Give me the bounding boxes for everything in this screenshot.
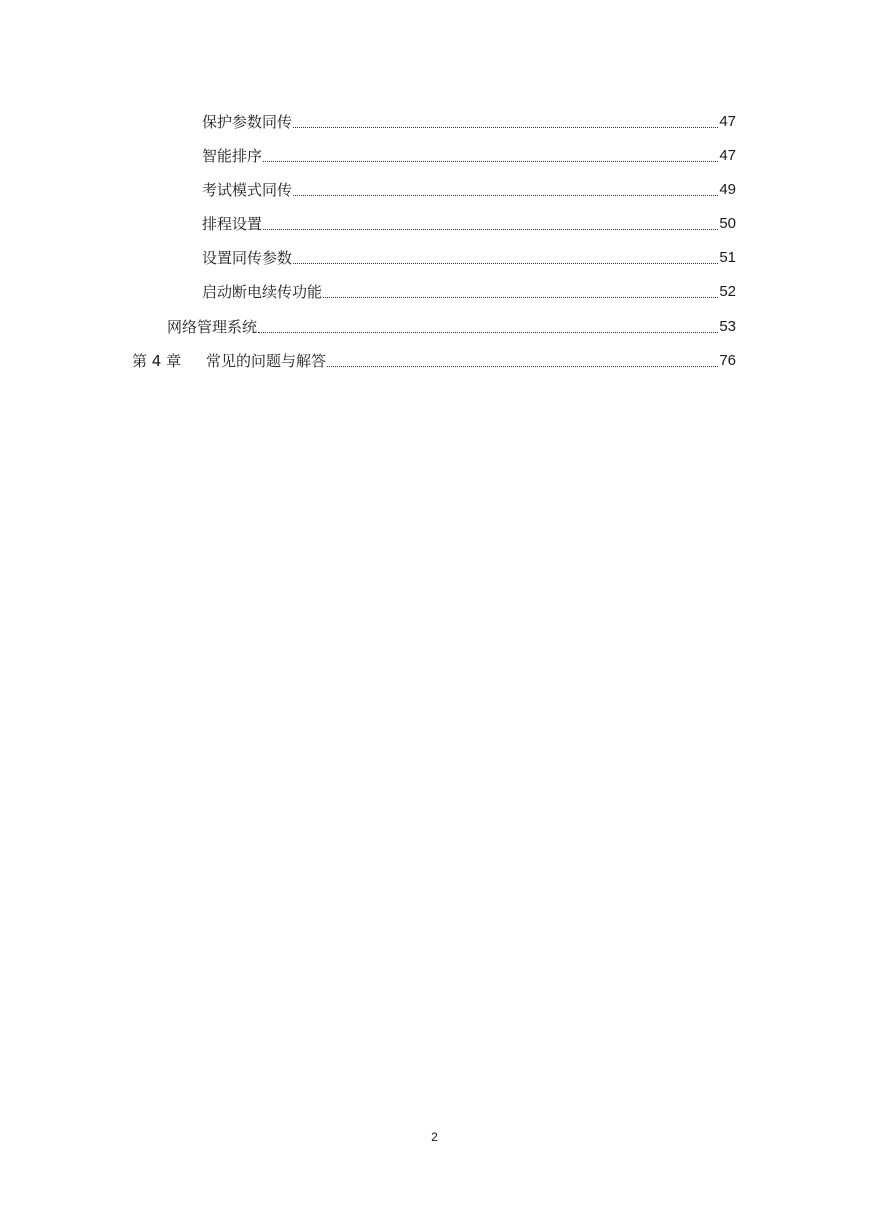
- toc-dot-leader: [327, 366, 718, 367]
- toc-dot-leader: [258, 332, 718, 333]
- toc-entry-network-management[interactable]: [167, 316, 736, 338]
- toc-dot-leader: [293, 195, 718, 196]
- toc-dot-leader: [263, 229, 718, 230]
- toc-entry-chapter-4[interactable]: [132, 350, 736, 372]
- page-number-footer: 2: [431, 1130, 438, 1144]
- toc-page-number: 47: [719, 113, 736, 130]
- toc-entry-title: 排程设置: [202, 215, 263, 233]
- toc-dot-leader: [293, 263, 718, 264]
- toc-entry-title: [132, 350, 326, 372]
- toc-entry-title: 设置同传参数: [202, 249, 293, 267]
- toc-entry-smart-sort[interactable]: [202, 145, 736, 167]
- toc-page-number: 49: [719, 181, 736, 198]
- toc-entry-title: 智能排序: [202, 147, 263, 165]
- toc-entry-protect-params[interactable]: [202, 111, 736, 133]
- toc-chapter-title: 常见的问题与解答: [206, 352, 327, 370]
- toc-page-number: 76: [719, 352, 736, 369]
- toc-page-number: 50: [719, 215, 736, 232]
- toc-dot-leader: [323, 297, 718, 298]
- toc-dot-leader: [263, 161, 718, 162]
- toc-entry-title: 启动断电续传功能: [202, 283, 323, 301]
- toc-entry-title: 网络管理系统: [167, 318, 258, 336]
- toc-entry-title: 考试模式同传: [202, 181, 293, 199]
- toc-page-number: 52: [719, 283, 736, 300]
- toc-entry-exam-mode[interactable]: [202, 179, 736, 201]
- table-of-contents: [0, 0, 869, 400]
- toc-entry-resume-transfer[interactable]: [202, 281, 736, 303]
- toc-entry-sync-params[interactable]: [202, 247, 736, 269]
- toc-page-number: 47: [719, 147, 736, 164]
- toc-page-number: 51: [719, 249, 736, 266]
- toc-entry-schedule[interactable]: [202, 213, 736, 235]
- toc-dot-leader: [293, 127, 718, 128]
- toc-entry-title: 保护参数同传: [202, 113, 293, 131]
- toc-chapter-label: 第 4 章: [132, 352, 182, 370]
- toc-page-number: 53: [719, 318, 736, 335]
